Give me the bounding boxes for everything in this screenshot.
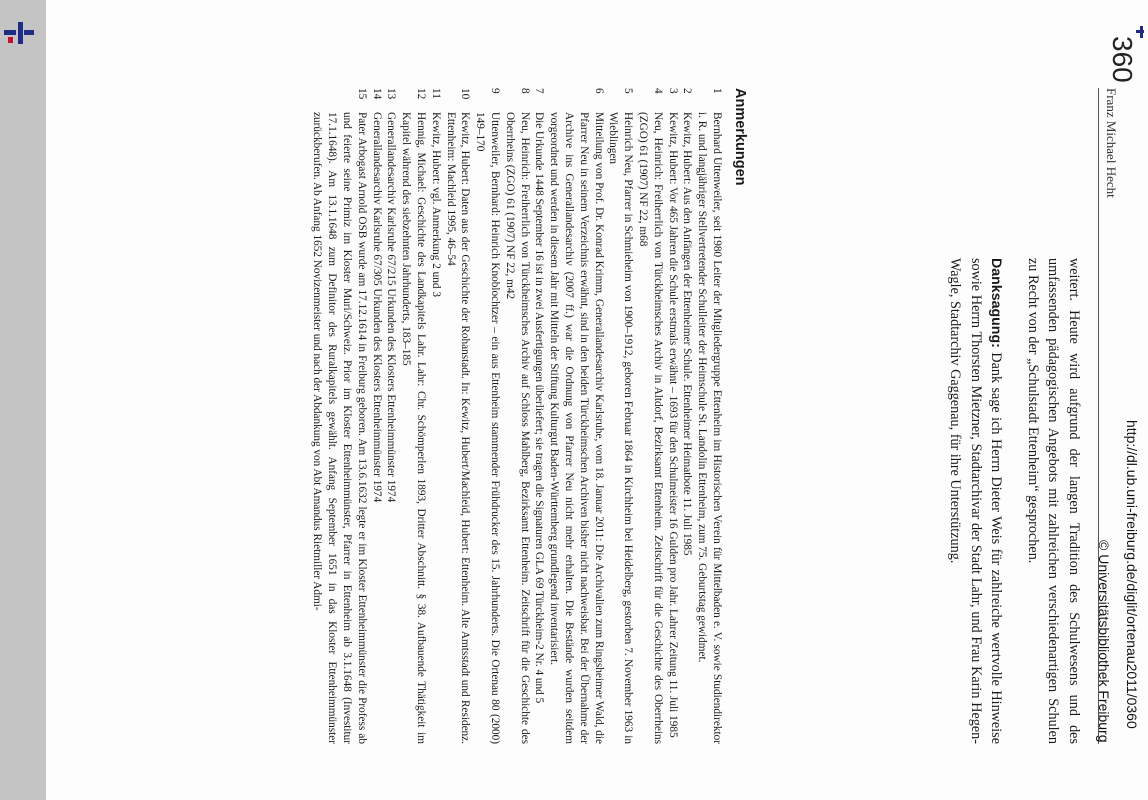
note-number: 4	[651, 88, 664, 94]
library-logo	[2, 20, 36, 46]
note-number: 5	[622, 88, 635, 94]
note-item	[443, 88, 473, 744]
note-number: 12	[415, 88, 428, 100]
note-text: Bernhard Uttenweiler, seit 1980 Leiter der Mitgliedergruppe Ettenheim im Historischen Verein für Mittelbaden e. V. sowie Studiendirektor i. R. und langjähriger Stellvertretender Schulleiter der Heimschule St. Landolin Ettenheim, zum 75. Geburtstag gewidmet.	[696, 112, 723, 744]
note-item	[369, 88, 384, 744]
note-text: Die Urkunde 1448 September 16 ist in zwei Ausfertigungen überliefert; sie tragen die Signaturen GLA 69 Türckheim-2 Nr. 4 und 5	[533, 112, 546, 704]
page-number: 360	[1107, 36, 1138, 83]
note-number: 6	[592, 88, 605, 94]
note-text: Hennig, Michael: Geschichte des Landkapitels Lahr. Lahr: Chr. Schömperlen 1893, Dritter Abschnitt. § 38. Aufbauende Thätigkeit im Kapitel während des siebzehnten Jahrhunderts, 183–185	[400, 112, 428, 744]
note-number: 8	[518, 88, 531, 94]
note-item	[665, 88, 680, 744]
notes-list	[310, 88, 724, 744]
note-item	[606, 88, 636, 744]
watermark-strip	[1094, 0, 1146, 800]
main-text	[945, 258, 1084, 744]
note-item	[635, 88, 665, 744]
note-text: Kewitz, Hubert: vgl. Anmerkung 2 und 3	[429, 112, 442, 297]
acknowledgement-label: Danksagung:	[988, 258, 1005, 348]
note-text: Generallandesarchiv Karlsruhe 67/305 Urkunden des Klosters Ettenheimmünster 1974	[370, 112, 383, 503]
note-text: Kewitz, Hubert: Vor 465 Jahren die Schule erstmals erwähnt – 1693 für den Schulmeister 16 Gulden pro Jahr. Lahrer Zeitung 11. Juli 1985	[666, 112, 679, 738]
note-number: 15	[355, 88, 368, 100]
note-number: 13	[385, 88, 398, 100]
rotated-page-content	[46, 0, 1148, 800]
note-text: Generallandesarchiv Karlsruhe 67/215 Urkunden des Klosters Ettenheimmünster 1974	[385, 112, 398, 503]
note-text: Mitteilung von Prof. Dr. Konrad Krimm, Generallandesarchiv Karlsruhe, vom 18. Januar 2011: Die Archivalien zum Ringsheimer Wald, die Pfarrer Neu in seinem Verzeichnis erwähnt, sind in den beiden Türckheimschen Archiven bisher nicht nachweisbar. Bei der Übernahme der Archive ins Generallandesarchiv (2007 ff.) war die Ordnung von Pfarrer Neu nicht mehr erhalten. Die Bestände wurden seitdem vorgeordnet und werden in diesem Jahr mit Mitteln der Stiftung Kulturgut Baden-Württemberg grundlegend inventarisiert.	[548, 112, 605, 744]
acknowledgement	[945, 258, 1007, 744]
note-text: Heinrich Neu, Pfarrer in Schmieheim von 1900–1912, geboren Februar 1864 in Kirchheim bei Heidelberg, gestorben 7. November 1963 in Wieblingen	[607, 112, 635, 744]
note-number: 11	[429, 88, 442, 99]
note-text: Neu, Heinrich: Freiherrlich von Türckheimsches Archiv auf Schloss Mahlberg, Bezirksamt Ettenheim. Zeitschrift für die Geschichte des Oberrheins (ZGO) 61 (1907) NF 22, m42	[503, 112, 531, 744]
note-text: Kewitz, Hubert: Daten aus der Geschichte der Rohanstadt. In: Kewitz, Hubert/Machleid, Hubert: Ettenheim. Alte Amtsstadt und Residenz. Ettenheim: Machleid 1995, 46–54	[444, 112, 472, 744]
note-text: Neu, Heinrich: Freiherrlich von Türckheimsches Archiv in Altdorf, Bezirksamt Ettenheim. Zeitschrift für die Geschichte des Oberrheins (ZGO) 61 (1907) NF 22, m68	[637, 112, 664, 744]
note-item	[680, 88, 695, 744]
acknowledgement-text: Dank sage ich Herrn Dieter Weis für zahlreiche wertvolle Hinweise sowie Herrn Thorsten Mietzner, Stadtarchivar der Stadt Lahr, und Frau Karin Hegen-Wagle, Stadtarchiv Gaggenau, für ihre Unterstützung.	[947, 258, 1005, 744]
note-item	[532, 88, 547, 744]
viewer-side-band	[0, 0, 46, 800]
note-item	[546, 88, 605, 744]
note-item	[398, 88, 428, 744]
note-text: Pater Arbogast Arnold OSB wurde am 17.12.1614 in Freiburg geboren. Am 13.6.1632 legte er im Kloster Ettenheimmünster die Profess ab und feierte seine Primiz im Kloster Muri/Schweiz. Prior im Kloster Ettenheimmünster, Pfarrer in Ettenheim ab 3.1.1648 (Investitur 17.1.1648). Am 13.1.1648 zum Definitor des Ruralkapitels gewählt. Anfang September 1651 in das Kloster Ettenheimmünster zurückberufen. Ab Anfang 1652 Novizenmeister und nach der Abdankung von Abt Amandus Rietmiller Admi-	[311, 112, 368, 744]
note-number: 1	[711, 88, 723, 94]
note-number: 2	[681, 88, 694, 94]
note-number: 10	[459, 88, 472, 100]
watermark-rotated	[1094, 0, 1146, 800]
note-item	[694, 88, 724, 744]
note-number: 7	[533, 88, 546, 94]
notes-heading: Anmerkungen	[732, 88, 748, 186]
note-text: Kewitz, Hubert: Aus den Anfängen der Ettenheimer Schule. Ettenheimer Heimatbote 11. Juli 1985	[681, 112, 694, 556]
note-number: 9	[489, 88, 502, 94]
note-text: Uttenweiler, Bernhard: Heinrich Knoblochtzer – ein aus Ettenheim stammender Frühdrucker des 15. Jahrhunderts. Die Ortenau 80 (2000) 149–170	[474, 112, 502, 744]
note-number: 3	[666, 88, 679, 94]
note-number: 14	[370, 88, 383, 100]
running-head: Franz Michael Hecht	[1098, 88, 1119, 744]
note-item	[502, 88, 532, 744]
note-item	[472, 88, 502, 744]
corner-logo-icon	[1136, 26, 1148, 40]
scanned-page	[46, 0, 1148, 800]
note-item	[428, 88, 443, 744]
watermark-copyright: © Universitätsbibliothek Freiburg	[1096, 540, 1112, 743]
note-item	[384, 88, 399, 744]
main-paragraph: weitert. Heute wird aufgrund der langen Tradition des Schulwesens und des umfassenden pädagogischen Angebots mit zahlreichen verschiedenartigen Schulen zu Recht von der „Schulstadt Ettenheim“ gesprochen.	[1025, 258, 1082, 744]
note-item	[310, 88, 369, 744]
watermark-url: http://dl.ub.uni-freiburg.de/diglit/ortenau2011/0360	[1124, 420, 1140, 729]
